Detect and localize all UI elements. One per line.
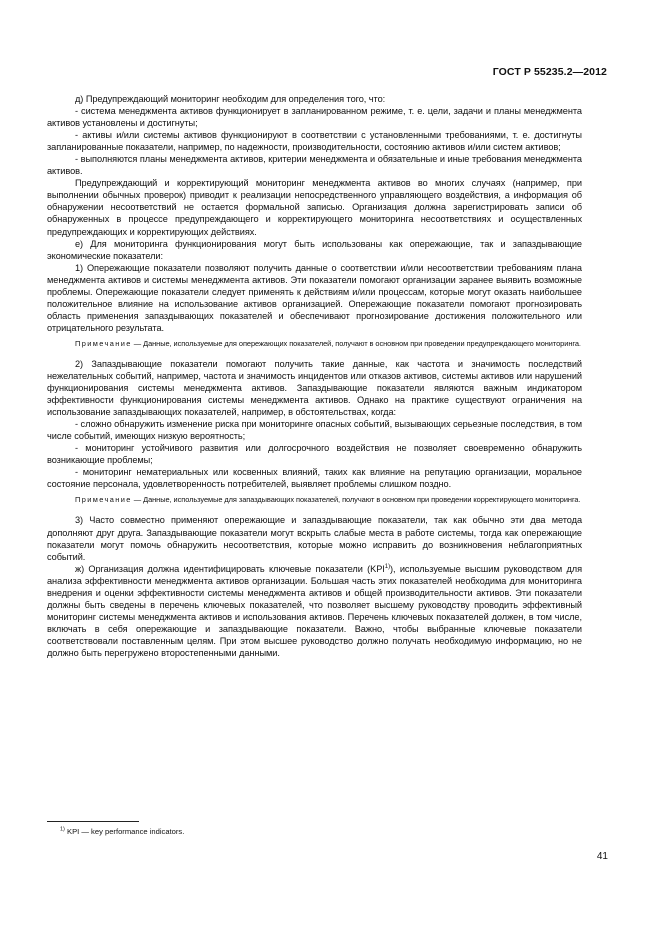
list-item: - выполняются планы менеджмента активов, критерии менеджмента и обязательные и иные требования менеджмента активов. (47, 154, 582, 177)
paragraph: Предупреждающий и корректирующий мониторинг менеджмента активов во многих случаях (например, при выполнении обычных проверок) приводит к реализации непосредственного управляющего воздействия, а информация об обнаружении несоответствий не остается формальной записью. Организация должна зарегистрировать записи об обнаруженных в процессе предупреждающего и корректирующего мониторинга несоответствиях и осуществленных предупреждающих и корректирующих действиях. (47, 178, 582, 237)
note-lagging-indicators (47, 495, 582, 505)
footnote-text: KPI — key performance indicators. (64, 827, 185, 836)
footnote-ref: 1) (384, 563, 391, 570)
list-item: - сложно обнаружить изменение риска при мониторинге опасных событий, вызывающих серьезные последствия, в том числе событий, имеющих низкую вероятность; (47, 419, 582, 442)
footnote-mark: 1) (60, 826, 65, 833)
paragraph: д) Предупреждающий мониторинг необходим для определения того, что: (75, 94, 386, 104)
note-label: Примечание (75, 495, 132, 505)
list-item: - система менеджмента активов функционирует в запланированном режиме, т. е. цели, задачи и планы менеджмента активов установлены и достигнуты; (47, 106, 582, 129)
footnote (60, 827, 184, 836)
paragraph: 3) Часто совместно применяют опережающие и запаздывающие показатели, так как обычно эти два метода дополняют друг друга. Запаздывающие показатели могут вскрыть слабые места в работе системы, тогда как опережающие показатели могут помочь обнаружить несоответствия, которые можно исправить до возникновения неблагоприятных событий. (47, 515, 582, 562)
paragraph: 1) Опережающие показатели позволяют получить данные о соответствии и/или несоответствии требованиям плана менеджмента активов и системы менеджмента активов. Эти показатели помогают организации заранее выявить возможные проблемы. Опережающие показатели следует применять к действиям и/или процессам, которые могут оказать наибольшее положительное влияние на использование активов организацией. Опережающие показатели помогают прогнозировать область применения запаздывающих показателей и обеспечивают прогнозирование достижения положительного или отрицательного результата. (47, 262, 582, 333)
note-leading-indicators (47, 339, 582, 349)
list-item: - активы и/или системы активов функционируют в соответствии с установленными требованиями, т. е. достигнуты запланированные показатели, например, по надежности, производительности, состоянию активов и/или систем активов; (47, 130, 582, 153)
note-label: Примечание (75, 338, 132, 348)
list-item: - мониторинг устойчивого развития или долгосрочного воздействия не позволяет своевременно обнаружить возникающие проблемы; (47, 443, 582, 466)
paragraph-kpi (47, 563, 582, 659)
list-item: - мониторинг нематериальных или косвенных влияний, таких как влияние на репутацию организации, моральное состояние персонала, удовлетворенность потребителей, выявляет проблемы слишком поздно. (47, 467, 582, 490)
note-text: — Данные, используемые для опережающих показателей, получают в основном при проведении предупреждающего мониторинга. (131, 338, 581, 348)
paragraph: е) Для мониторинга функционирования могут быть использованы как опережающие, так и запаздывающие экономические показатели: (47, 238, 582, 261)
footnote-divider (47, 821, 139, 822)
page-body (47, 93, 582, 659)
kpi-text-start: ж) Организация должна идентифицировать ключевые показатели (KPI (75, 563, 385, 574)
paragraph: 2) Запаздывающие показатели помогают получить такие данные, как частота и значимость последствий нежелательных событий, например, частота и значимость инцидентов или отказов активов, системы активов или нарушений функционирования системы менеджмента активов. Запаздывающие показатели являются важным индикатором эффективности функционирования системы менеджмента активов. Однако на практике существуют ограничения на использование запаздывающих показателей, например, в обстоятельствах, когда: (47, 358, 582, 418)
note-text: — Данные, используемые для запаздывающих показателей, получают в основном при проведении корректирующего мониторинга. (131, 495, 581, 505)
page-number: 41 (596, 851, 608, 862)
document-header: ГОСТ Р 55235.2—2012 (492, 66, 607, 78)
kpi-text-end: ), используемые высшим руководством для анализа эффективности менеджмента активов организации. Большая часть этих показателей необходима для мониторинга внедрения и оценки эффективности системы менеджмента активов и общей производительности активов. Эти показатели должны быть сведены в перечень ключевых показателей, что позволяет высшему руководству проводить эффективный мониторинг системы менеджмента активов и использования активов. Перечень ключевых показателей должен, в том числе, включать в себя опережающие и запаздывающие показатели. Важно, чтобы выбранные ключевые показатели соответствовали поставленным целям. При этом высшее руководство должно получать необходимую информацию, но не должно быть перегружено второстепенными данными. (47, 563, 582, 658)
